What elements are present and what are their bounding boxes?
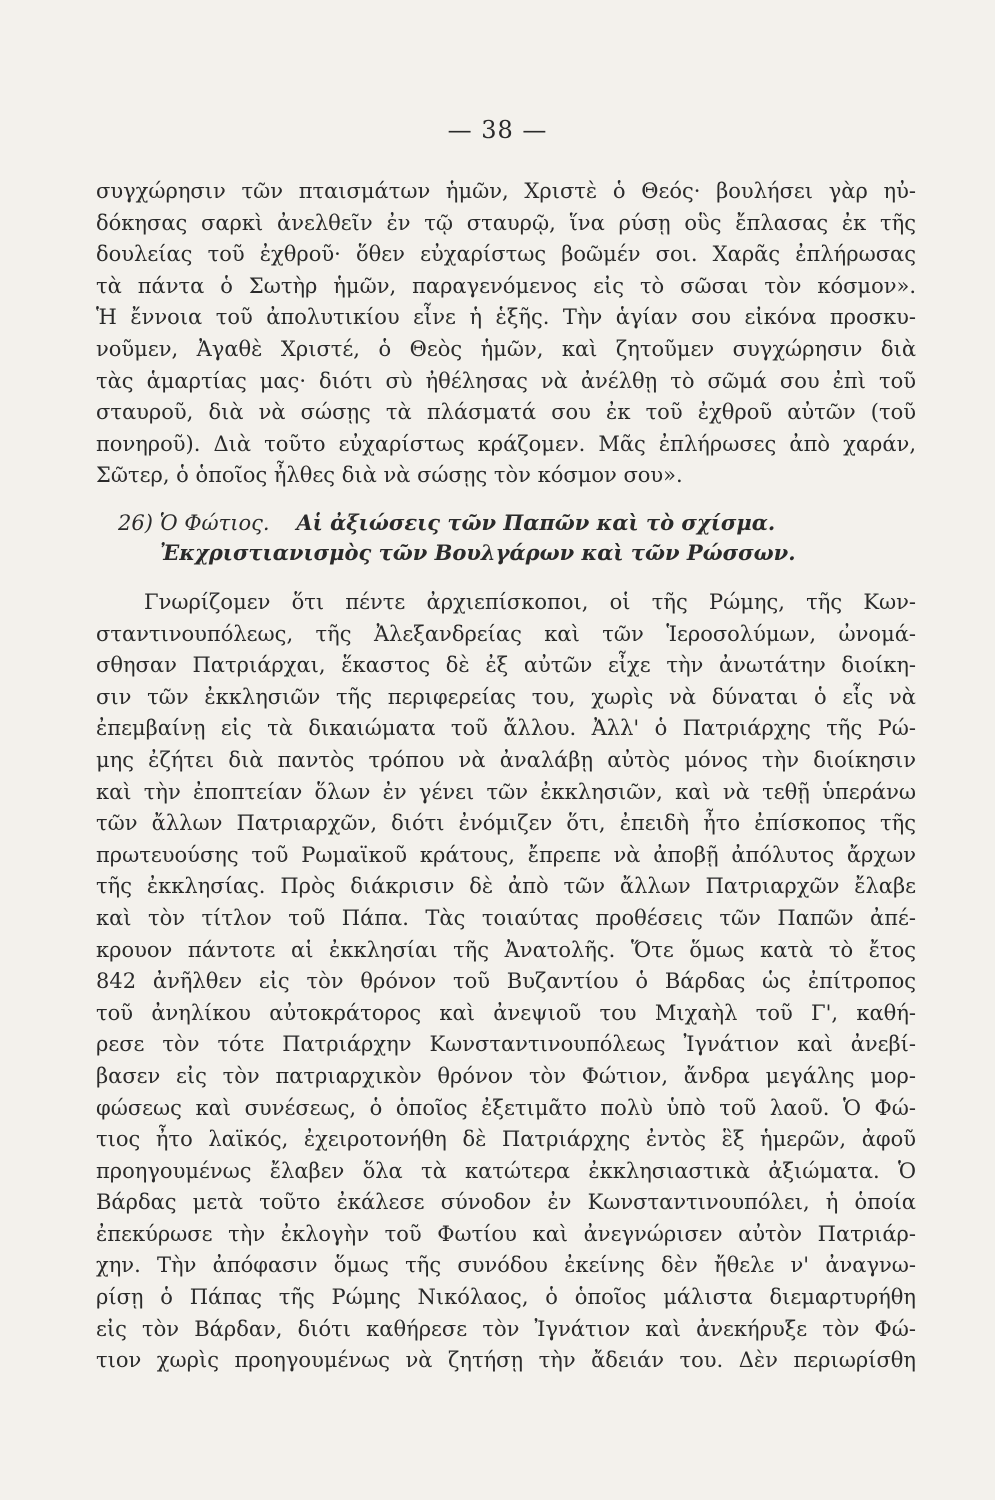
section-subtitle-1: Αἱ ἀξιώσεις τῶν Παπῶν καὶ τὸ σχίσμα. — [296, 510, 776, 535]
text-line: τὰς ἁμαρτίας μας· διότι σὺ ἠθέλησας νὰ ἀνέλθῃ τὸ σῶμά σου ἐπὶ τοῦ — [96, 368, 916, 393]
text-line: Βάρδας μετὰ τοῦτο ἐκάλεσε σύνοδον ἐν Κωνσταντινουπόλει, ἡ ὁποία — [96, 1190, 916, 1215]
text-line: βασεν εἰς τὸν πατριαρχικὸν θρόνον τὸν Φώτιον, ἄνδρα μεγάλης μορ- — [96, 1063, 916, 1088]
text-line: καὶ τὸν τίτλον τοῦ Πάπα. Τὰς τοιαύτας προθέσεις τῶν Παπῶν ἀπέ- — [96, 905, 916, 930]
text-line: σταυροῦ, διὰ νὰ σώσῃς τὰ πλάσματά σου ἐκ τοῦ ἐχθροῦ αὐτῶν (τοῦ — [96, 400, 916, 425]
text-line: σταντινουπόλεως, τῆς Ἀλεξανδρείας καὶ τῶν Ἱεροσολύμων, ὠνομά- — [96, 621, 916, 646]
text-line: Γνωρίζομεν ὅτι πέντε ἀρχιεπίσκοποι, οἱ τῆς Ρώμης, τῆς Κων- — [144, 590, 916, 614]
text-line: τοῦ ἀνηλίκου αὐτοκράτορος καὶ ἀνεψιοῦ του Μιχαὴλ τοῦ Γ', καθή- — [96, 1000, 916, 1025]
text-line: προηγουμένως ἔλαβεν ὅλα τὰ κατώτερα ἐκκλησιαστικὰ ἀξιώματα. Ὁ — [96, 1158, 916, 1183]
text-line: Σῶτερ, ὁ ὁποῖος ἦλθες διὰ νὰ σώσῃς τὸν κόσμον σου». — [96, 463, 683, 488]
text-line: πρωτευούσης τοῦ Ρωμαϊκοῦ κράτους, ἔπρεπε νὰ ἀποβῇ ἀπόλυτος ἄρχων — [96, 842, 916, 867]
page-number: — 38 — — [447, 116, 548, 144]
text-line: ἐπεκύρωσε τὴν ἐκλογὴν τοῦ Φωτίου καὶ ἀνεγνώρισεν αὐτὸν Πατριάρ- — [96, 1221, 916, 1246]
text-line: δόκησας σαρκὶ ἀνελθεῖν ἐν τῷ σταυρῷ, ἵνα ρύσῃ οὓς ἔπλασας ἐκ τῆς — [96, 210, 916, 235]
section-heading — [118, 510, 918, 535]
text-line: νοῦμεν, Ἀγαθὲ Χριστέ, ὁ Θεὸς ἡμῶν, καὶ ζητοῦμεν συγχώρησιν διὰ — [96, 336, 916, 361]
text-line: τὰ πάντα ὁ Σωτὴρ ἡμῶν, παραγενόμενος εἰς τὸ σῶσαι τὸν κόσμον». — [96, 273, 916, 298]
text-line: 842 ἀνῆλθεν εἰς τὸν θρόνον τοῦ Βυζαντίου ὁ Βάρδας ὡς ἐπίτροπος — [96, 969, 916, 994]
text-line: εἰς τὸν Βάρδαν, διότι καθήρεσε τὸν Ἰγνάτιον καὶ ἀνεκήρυξε τὸν Φώ- — [96, 1316, 916, 1341]
text-line: ρίσῃ ὁ Πάπας τῆς Ρώμης Νικόλαος, ὁ ὁποῖος μάλιστα διεμαρτυρήθη — [96, 1285, 916, 1310]
text-line: σιν τῶν ἐκκλησιῶν τῆς περιφερείας του, χωρὶς νὰ δύναται ὁ εἷς νὰ — [96, 684, 916, 709]
paragraph-2 — [96, 587, 916, 1377]
section-subtitle-2: Ἐκχριστιανισμὸς τῶν Βουλγάρων καὶ τῶν Ρώσσων. — [160, 540, 796, 565]
paragraph-1 — [96, 176, 916, 492]
text-line: τιον χωρὶς προηγουμένως νὰ ζητήσῃ τὴν ἄδειάν του. Δὲν περιωρίσθη — [96, 1348, 916, 1373]
text-line: φώσεως καὶ συνέσεως, ὁ ὁποῖος ἐξετιμᾶτο πολὺ ὑπὸ τοῦ λαοῦ. Ὁ Φώ- — [96, 1095, 916, 1120]
text-line: ἐπεμβαίνῃ εἰς τὰ δικαιώματα τοῦ ἄλλου. Ἀλλ' ὁ Πατριάρχης τῆς Ρώ- — [96, 716, 916, 741]
text-line: συγχώρησιν τῶν πταισμάτων ἡμῶν, Χριστὲ ὁ Θεός· βουλήσει γὰρ ηὐ- — [96, 179, 916, 203]
section-title: Ὁ Φώτιος. — [159, 511, 270, 535]
text-line: Ἡ ἔννοια τοῦ ἀπολυτικίου εἶνε ἡ ἑξῆς. Τὴν ἁγίαν σου εἰκόνα προσκυ- — [96, 305, 916, 330]
text-line: κρουον πάντοτε αἱ ἐκκλησίαι τῆς Ἀνατολῆς. Ὅτε ὅμως κατὰ τὸ ἔτος — [96, 937, 916, 962]
text-line: τῶν ἄλλων Πατριαρχῶν, διότι ἐνόμιζεν ὅτι, ἐπειδὴ ἦτο ἐπίσκοπος τῆς — [96, 811, 916, 836]
text-line: τῆς ἐκκλησίας. Πρὸς διάκρισιν δὲ ἀπὸ τῶν ἄλλων Πατριαρχῶν ἔλαβε — [96, 874, 916, 899]
text-line: χην. Τὴν ἀπόφασιν ὅμως τῆς συνόδου ἐκείνης δὲν ἤθελε ν' ἀναγνω- — [96, 1253, 916, 1278]
text-line: μης ἐζήτει διὰ παντὸς τρόπου νὰ ἀναλάβῃ αὐτὸς μόνος τὴν διοίκησιν — [96, 747, 916, 772]
text-line: πονηροῦ). Διὰ τοῦτο εὐχαρίστως κράζομεν. Μᾶς ἐπλήρωσες ἀπὸ χαράν, — [96, 431, 916, 456]
text-line: ρεσε τὸν τότε Πατριάρχην Κωνσταντινουπόλεως Ἰγνάτιον καὶ ἀνεβί- — [96, 1032, 916, 1057]
text-line: καὶ τὴν ἐποπτείαν ὅλων ἐν γένει τῶν ἐκκλησιῶν, καὶ νὰ τεθῇ ὑπεράνω — [96, 779, 916, 804]
text-line: τιος ἦτο λαϊκός, ἐχειροτονήθη δὲ Πατριάρχης ἐντὸς ἓξ ἡμερῶν, ἀφοῦ — [96, 1127, 916, 1152]
text-line: σθησαν Πατριάρχαι, ἕκαστος δὲ ἐξ αὐτῶν εἶχε τὴν ἀνωτάτην διοίκη- — [96, 653, 916, 678]
text-line: δουλείας τοῦ ἐχθροῦ· ὅθεν εὐχαρίστως βοῶμέν σοι. Χαρᾶς ἐπλήρωσας — [96, 242, 916, 267]
section-number: 26) — [118, 511, 153, 535]
